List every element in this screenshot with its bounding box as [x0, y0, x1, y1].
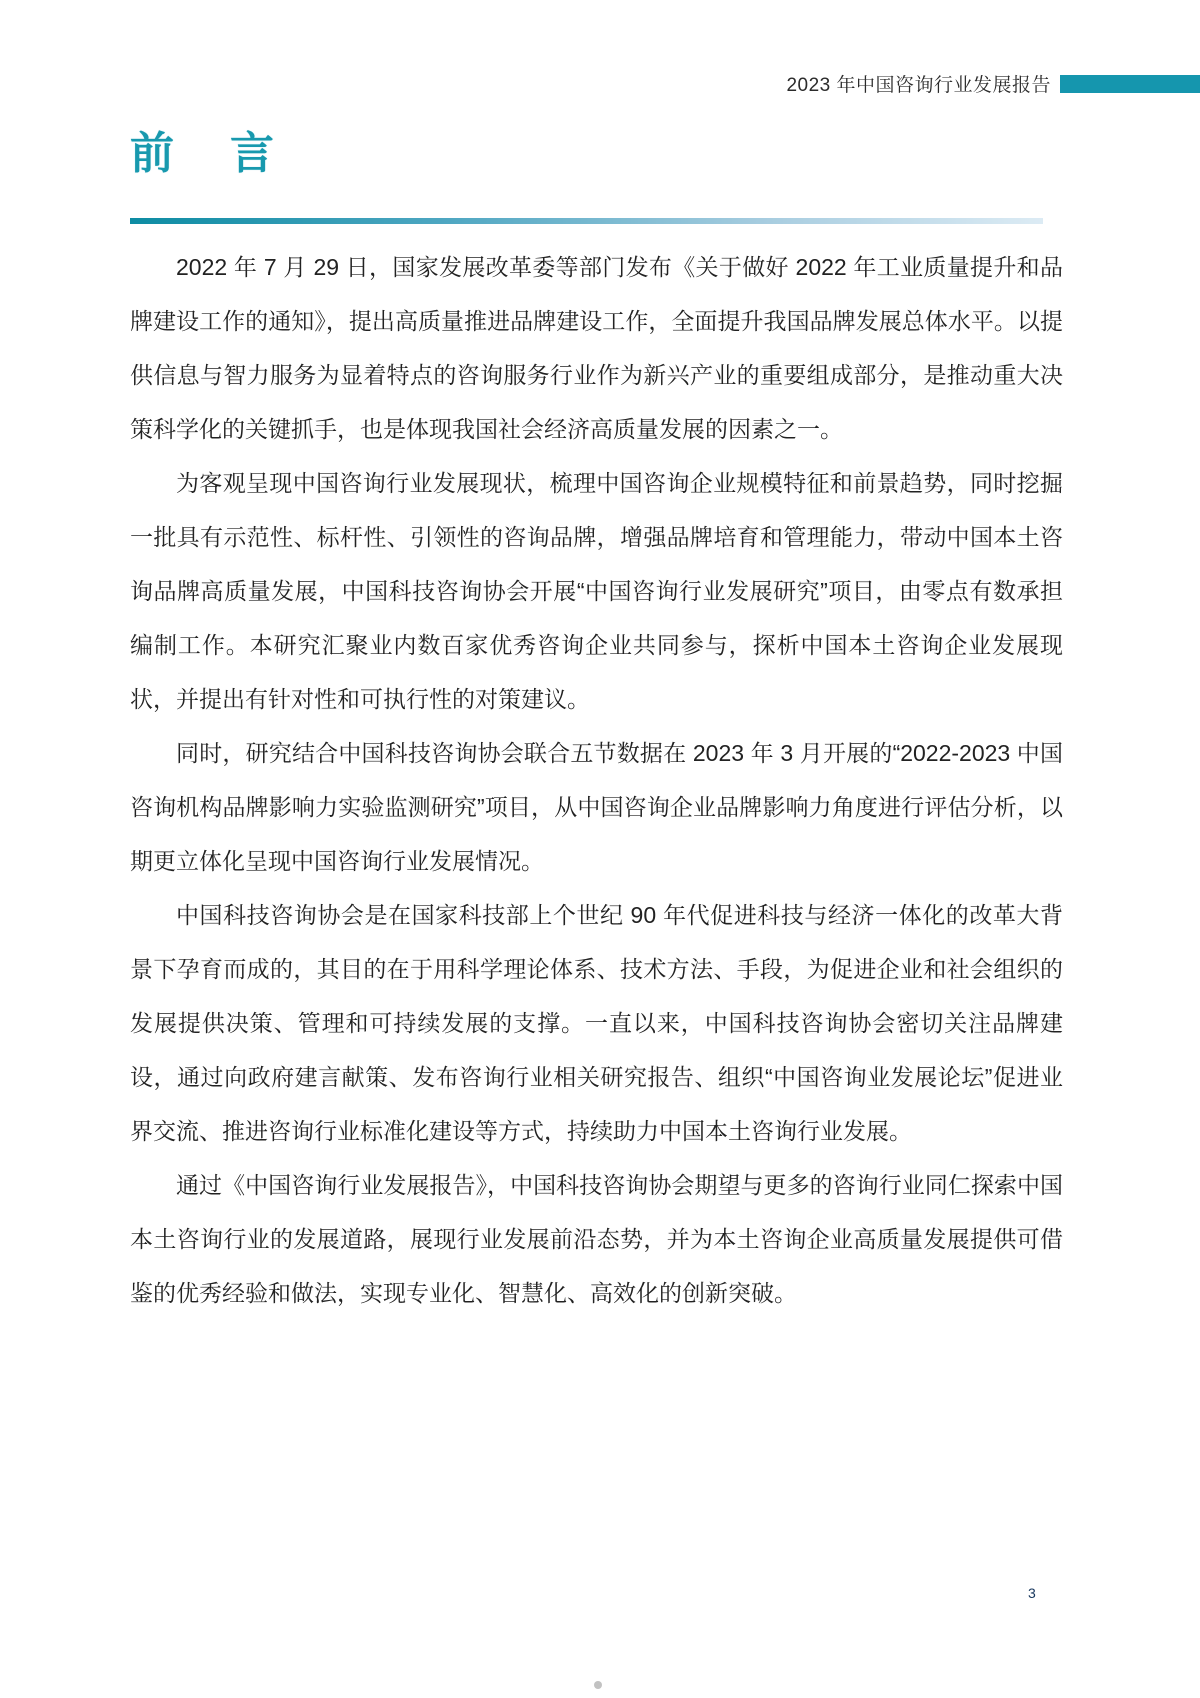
paragraph-1: 2022 年 7 月 29 日，国家发展改革委等部门发布《关于做好 2022 年工业质量提升和品牌建设工作的通知》，提出高质量推进品牌建设工作，全面提升我国品牌发展总体水平。以提供信息与智力服务为显着特点的咨询服务行业作为新兴产业的重要组成部分，是推动重大决策科学化的关键抓手，也是体现我国社会经济高质量发展的因素之一。 [130, 254, 1063, 442]
paragraph-3: 同时，研究结合中国科技咨询协会联合五节数据在 2023 年 3 月开展的“2022-2023 中国咨询机构品牌影响力实验监测研究”项目，从中国咨询企业品牌影响力角度进行评估分析，以期更立体化呈现中国咨询行业发展情况。 [130, 740, 1063, 874]
page-header [786, 70, 1200, 97]
header-accent-bar [1060, 75, 1200, 93]
page-number: 3 [1028, 1585, 1036, 1601]
paragraph-2: 为客观呈现中国咨询行业发展现状，梳理中国咨询企业规模特征和前景趋势，同时挖掘一批具有示范性、标杆性、引领性的咨询品牌，增强品牌培育和管理能力，带动中国本土咨询品牌高质量发展，中国科技咨询协会开展“中国咨询行业发展研究”项目，由零点有数承担编制工作。本研究汇聚业内数百家优秀咨询企业共同参与，探析中国本土咨询企业发展现状，并提出有针对性和可执行性的对策建议。 [130, 470, 1063, 712]
footer-dot [594, 1681, 602, 1689]
section-title: 前 言 [130, 129, 280, 178]
title-divider-bar [130, 218, 1043, 224]
body-text [130, 240, 1063, 1320]
paragraph-4: 中国科技咨询协会是在国家科技部上个世纪 90 年代促进科技与经济一体化的改革大背景下孕育而成的，其目的在于用科学理论体系、技术方法、手段，为促进企业和社会组织的发展提供决策、管理和可持续发展的支撑。一直以来，中国科技咨询协会密切关注品牌建设，通过向政府建言献策、发布咨询行业相关研究报告、组织“中国咨询业发展论坛”促进业界交流、推进咨询行业标准化建设等方式，持续助力中国本土咨询行业发展。 [130, 902, 1063, 1144]
paragraph-5: 通过《中国咨询行业发展报告》，中国科技咨询协会期望与更多的咨询行业同仁探索中国本土咨询行业的发展道路，展现行业发展前沿态势，并为本土咨询企业高质量发展提供可借鉴的优秀经验和做法，实现专业化、智慧化、高效化的创新突破。 [130, 1172, 1063, 1306]
header-running-title: 2023 年中国咨询行业发展报告 [786, 75, 1051, 96]
